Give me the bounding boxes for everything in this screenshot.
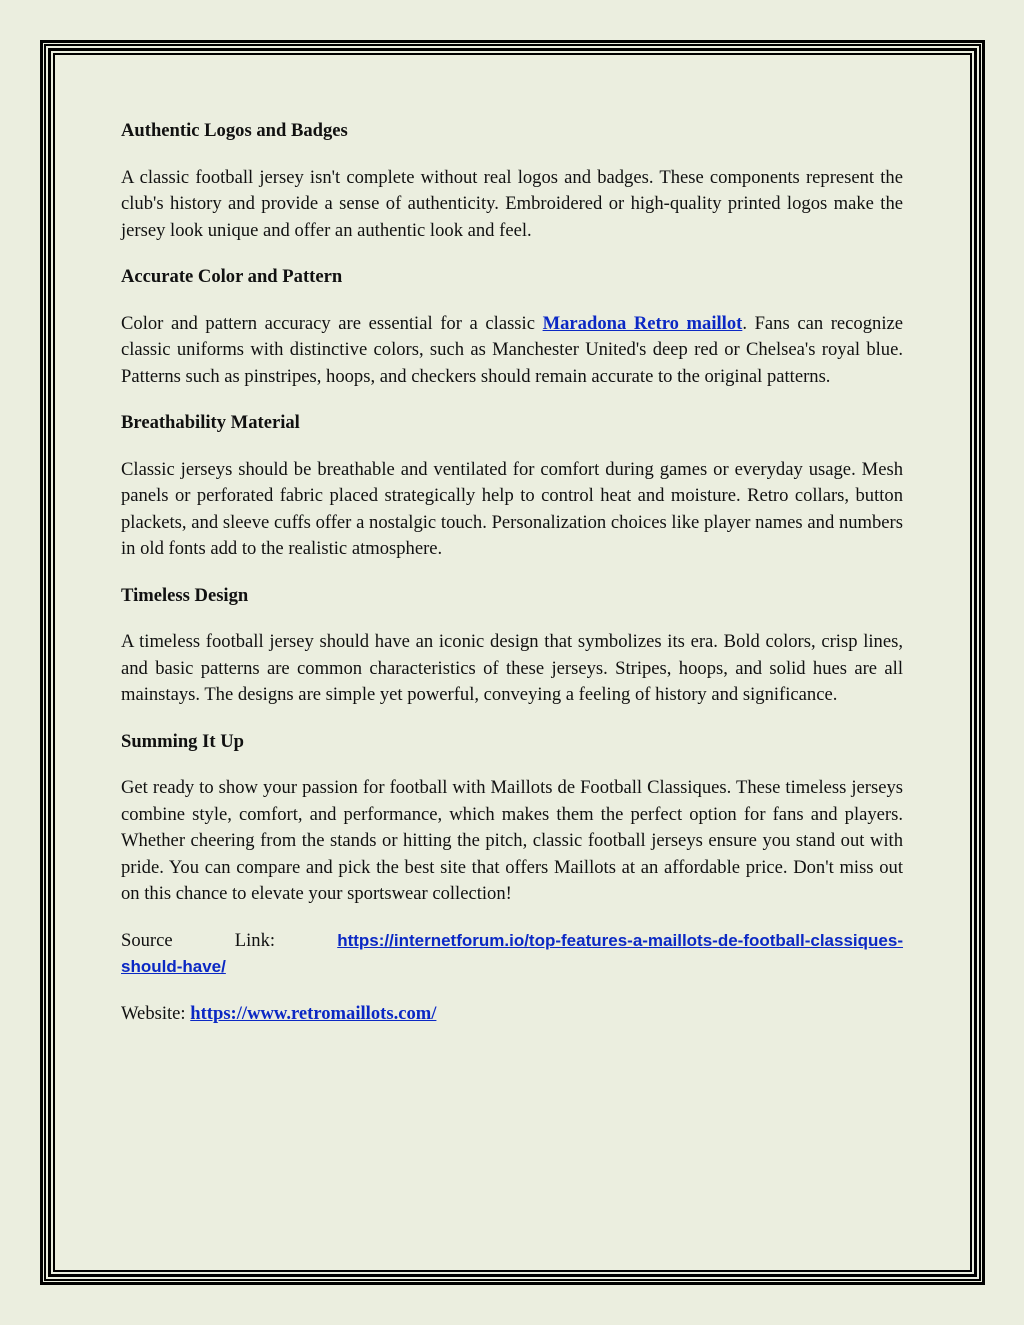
source-label: Source xyxy=(121,929,173,951)
website-line xyxy=(121,1001,903,1028)
website-label: Website: xyxy=(121,1002,191,1024)
section-heading-logos: Authentic Logos and Badges xyxy=(121,120,348,141)
section-paragraph-breathability: Classic jerseys should be breathable and ventilated for comfort during games or everyday usage. Mesh panels or perforated fabric placed strategically help to control heat and moisture. Retro collars, button plackets, and sleeve cuffs offer a nostalgic touch. Personalization choices like player names and numbers in old fonts add to the realistic atmosphere. xyxy=(121,458,903,559)
paragraph-text: Color and pattern accuracy are essential for a classic xyxy=(121,312,543,334)
website-url-link[interactable]: https://www.retromaillots.com/ xyxy=(190,1002,437,1024)
section-heading-summing: Summing It Up xyxy=(121,730,244,752)
source-line-continued xyxy=(121,954,903,981)
link-label: Link: xyxy=(234,929,276,951)
source-url-link-part1[interactable]: https://internetforum.io/top-features-a-maillots-de-football-classiques- xyxy=(337,930,903,950)
maradona-retro-maillot-link[interactable]: Maradona Retro maillot xyxy=(542,312,743,334)
section-paragraph-timeless: A timeless football jersey should have an iconic design that symbolizes its era. Bold colors, crisp lines, and basic patterns are common characteristics of these jerseys. Stripes, hoops, and solid hues are all mainstays. The designs are simple yet powerful, conveying a feeling of history and significance. xyxy=(121,631,903,705)
section-heading-timeless: Timeless Design xyxy=(121,584,249,606)
section-heading-color: Accurate Color and Pattern xyxy=(121,266,343,287)
source-line xyxy=(121,928,903,955)
section-paragraph-summing: Get ready to show your passion for football with Maillots de Football Classiques. These timeless jerseys combine style, comfort, and performance, which makes them the perfect option for fans and players. Whether cheering from the stands or hitting the pitch, classic football jerseys ensure you stand out with pride. You can compare and pick the best site that offers Maillots at an affordable price. Don't miss out on this chance to elevate your sportswear collection! xyxy=(121,777,903,904)
source-url-link-part2[interactable]: should-have/ xyxy=(121,957,226,976)
section-paragraph-color xyxy=(121,311,903,391)
section-paragraph-logos: A classic football jersey isn't complete without real logos and badges. These components represent the club's history and provide a sense of authenticity. Embroidered or high-quality printed logos make the jersey look unique and offer an authentic look and feel. xyxy=(121,166,903,241)
paragraph-text: . Fans can recognize classic uniforms with distinctive colors, such as Manchester United's deep red or Chelsea's royal blue. Patterns such as pinstripes, hoops, and checkers should remain accurate to the original patterns. xyxy=(121,312,903,387)
document-body xyxy=(121,118,903,1027)
section-heading-breathability: Breathability Material xyxy=(121,412,300,433)
source-block xyxy=(121,928,903,981)
